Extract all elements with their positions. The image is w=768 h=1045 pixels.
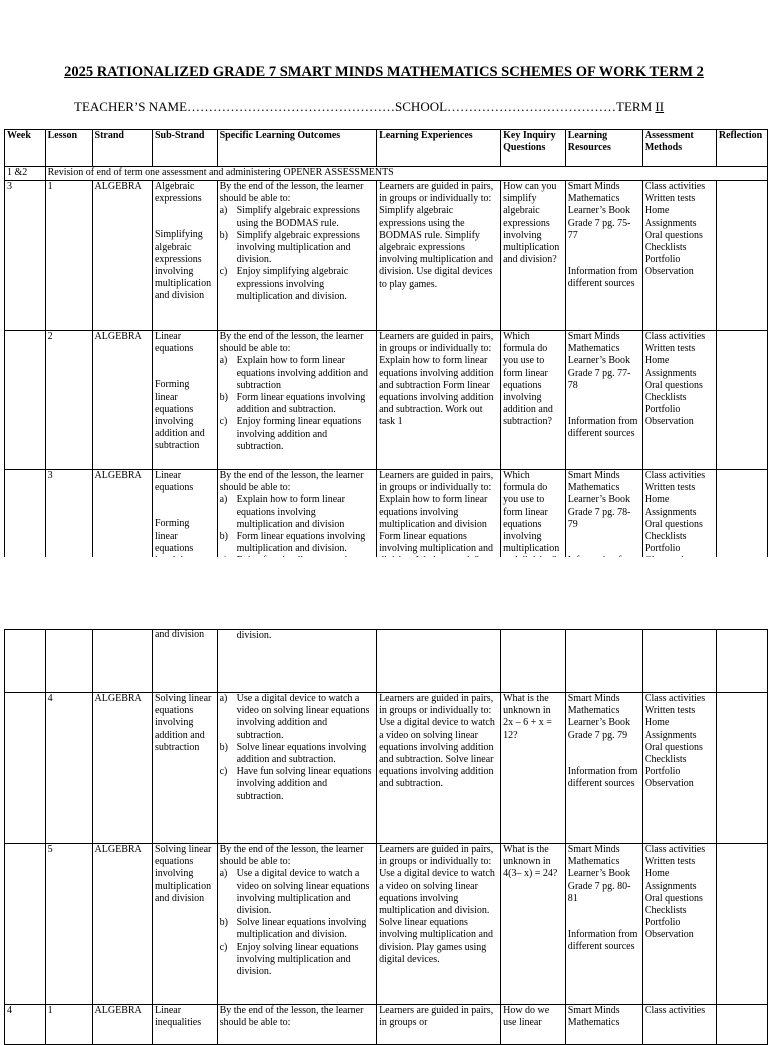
resources-cell: Smart Minds Mathematics Learner’s Book Grade 7 pg. 80-81 Information from different sources xyxy=(565,844,642,1005)
week-cell: 3 xyxy=(5,181,46,331)
teacher-school-term-line xyxy=(74,99,664,115)
header-sub-strand: Sub-Strand xyxy=(152,130,217,167)
sub-strand-cell xyxy=(152,181,217,331)
outcome-item: c) Have fun solving linear equations involving addition and subtraction. xyxy=(219,766,372,802)
header-strand: Strand xyxy=(92,130,152,167)
outcomes-cell: By the end of the lesson, the learner should be able to: xyxy=(217,1005,376,1045)
assessment-cell: Class activities Written tests Home Assignments Oral questions Checklists Portfolio Observation xyxy=(642,844,716,1005)
term-value: II xyxy=(655,99,665,114)
week-cell xyxy=(5,693,46,844)
outcomes-list xyxy=(220,868,374,978)
strand-cell: ALGEBRA xyxy=(92,181,152,331)
table-row xyxy=(5,331,768,470)
week-cell xyxy=(5,331,46,470)
strand-cell: ALGEBRA xyxy=(92,470,152,593)
assessment-cell xyxy=(642,630,716,693)
outcome-item: b) Solve linear equations involving multiplication and division. xyxy=(219,917,367,941)
resources-cell: Smart Minds Mathematics Learner’s Book Grade 7 pg. 78-79 xyxy=(565,470,642,593)
table-row xyxy=(5,181,768,331)
resources-cell xyxy=(565,630,642,693)
header-inquiry: Key Inquiry Questions xyxy=(501,130,566,167)
outcomes-cell: By the end of the lesson, the learner should be able to: a) Explain how to form linear equations involving multiplication and division b) Form linear equations involving multiplication and division. xyxy=(217,470,376,593)
resources-cell: Smart Minds Mathematics xyxy=(565,1005,642,1045)
strand-cell: ALGEBRA xyxy=(92,844,152,1005)
page-break-gap xyxy=(0,557,768,629)
outcome-item: a) Simplify algebraic expressions using the BODMAS rule. xyxy=(219,205,360,229)
table-row xyxy=(5,693,768,844)
week-cell xyxy=(5,844,46,1005)
assessment-cell: Class activities Written tests Home Assignments Oral questions Checklists Portfolio Observation xyxy=(642,181,716,331)
assessment-cell: Class activities Written tests Home Assignments Oral questions Checklists Portfolio Observation xyxy=(642,331,716,470)
lesson-cell: 1 xyxy=(45,1005,92,1045)
scheme-table-page-2 xyxy=(4,629,768,1045)
header-lesson: Lesson xyxy=(45,130,92,167)
outcomes-cell: By the end of the lesson, the learner should be able to: a) Explain how to form linear equations involving addition and subtraction b) Form linear equations involving addition and subtraction. c) Enjoy forming linear equations involving addition and subtraction. xyxy=(217,331,376,470)
experiences-cell xyxy=(377,630,501,693)
outcomes-cell: By the end of the lesson, the learner should be able to: a) Use a digital device to watch a video on solving linear equations involving multiplication and division. b) Solve linear equations involving multiplication and division. c) Enjoy solving linear equations involving multiplication and division. xyxy=(217,844,376,1005)
school-label: SCHOOL xyxy=(395,99,448,114)
table-row xyxy=(5,844,768,1005)
reflection-cell xyxy=(716,693,767,844)
header-week: Week xyxy=(5,130,46,167)
resources-cell: Smart Minds Mathematics Learner’s Book Grade 7 pg. 75-77 Information from different sources xyxy=(565,181,642,331)
outcome-item: b) Form linear equations involving addition and subtraction. xyxy=(219,392,366,416)
sub-strand-cell: Solving linear equations involving multiplication and division xyxy=(152,844,217,1005)
outcome-item: division. xyxy=(236,629,272,641)
reflection-cell xyxy=(716,844,767,1005)
header-resources: Learning Resources xyxy=(565,130,642,167)
outcomes-cell xyxy=(217,630,376,693)
outcomes-list xyxy=(220,355,374,453)
strand-cell: ALGEBRA xyxy=(92,1005,152,1045)
resources-cell: Smart Minds Mathematics Learner’s Book Grade 7 pg. 79 Information from different sources xyxy=(565,693,642,844)
revision-row xyxy=(5,167,768,181)
header-experiences: Learning Experiences xyxy=(377,130,501,167)
table-header-row xyxy=(5,130,768,167)
outcome-item: c) Enjoy simplifying algebraic expressions involving multiplication and division. xyxy=(219,266,349,302)
experiences-cell: Learners are guided in pairs, in groups or individually to: Explain how to form linear equations involving addition and subtraction Form linear equations involving addition and subtraction. Work out task 1 xyxy=(377,331,501,470)
reflection-cell xyxy=(716,331,767,470)
outcome-item: c) Enjoy solving linear equations involving multiplication and division. xyxy=(219,941,359,978)
outcome-item: c) Enjoy forming linear equations involving addition and subtraction. xyxy=(219,416,362,452)
outcome-item: b) Simplify algebraic expressions involving multiplication and division. xyxy=(219,229,360,266)
strand-cell: ALGEBRA xyxy=(92,331,152,470)
scheme-table-page-1 xyxy=(4,129,768,593)
outcomes-cell xyxy=(217,693,376,844)
teacher-name-label: TEACHER’S NAME xyxy=(74,99,188,114)
outcome-item: a) Explain how to form linear equations involving multiplication and division xyxy=(219,494,345,530)
sub-strand-title: Algebraic expressions xyxy=(154,181,202,205)
strand-cell: ALGEBRA xyxy=(92,693,152,844)
lesson-cell xyxy=(45,630,92,693)
week-cell: 4 xyxy=(5,1005,46,1045)
table-row xyxy=(5,1005,768,1045)
experiences-cell: Learners are guided in pairs, in groups or individually to: Use a digital device to watch a video on solving linear equations involving multiplication and division. Solve linear equations involving multiplication and division. Play games using digital devices. xyxy=(377,844,501,1005)
sub-strand-cell: Linear equations Forming linear equations involving addition and subtraction xyxy=(152,331,217,470)
school-blank: ………………………………… xyxy=(447,99,617,114)
revision-text: Revision of end of term one assessment and administering OPENER ASSESSMENTS xyxy=(45,167,767,181)
lesson-cell: 5 xyxy=(45,844,92,1005)
header-outcomes: Specific Learning Outcomes xyxy=(217,130,376,167)
outcomes-list xyxy=(220,205,374,303)
outcome-item: b) Form linear equations involving multiplication and division. xyxy=(219,531,366,555)
sub-strand-detail: Simplifying algebraic expressions involving multiplication and division xyxy=(154,229,212,302)
strand-cell xyxy=(92,630,152,693)
outcome-item: a) Use a digital device to watch a video on solving linear equations involving addition and subtraction. xyxy=(219,693,370,741)
inquiry-cell: Which formula do you use to form linear equations involving multiplication xyxy=(501,470,566,593)
reflection-cell xyxy=(716,1005,767,1045)
term-label: TERM xyxy=(616,99,653,114)
outcomes-cell xyxy=(217,181,376,331)
inquiry-cell: What is the unknown in 2x – 6 + x = 12? xyxy=(501,693,566,844)
teacher-name-blank: ………………………………………… xyxy=(187,99,396,114)
document-title: 2025 RATIONALIZED GRADE 7 SMART MINDS MATHEMATICS SCHEMES OF WORK TERM 2 xyxy=(64,64,704,80)
experiences-cell: Learners are guided in pairs, in groups or individually to: Explain how to form linear equations involving multiplication and division Form linear equations involving multiplication and xyxy=(377,470,501,593)
inquiry-cell: Which formula do you use to form linear equations involving addition and subtraction? xyxy=(501,331,566,470)
outcome-item: a) Use a digital device to watch a video on solving linear equations involving multiplication and division. xyxy=(219,868,370,917)
inquiry-cell xyxy=(501,630,566,693)
reflection-cell xyxy=(716,181,767,331)
experiences-cell: Learners are guided in pairs, in groups or individually to: Simplify algebraic expressions using the BODMAS rule. Simplify algebraic expressions involving multiplication and division. Use digital devices to play games. xyxy=(377,181,501,331)
lesson-cell: 1 xyxy=(45,181,92,331)
table-row-continued xyxy=(5,630,768,693)
outcomes-intro: By the end of the lesson, the learner should be able to: xyxy=(219,181,364,205)
inquiry-cell: How do we use linear xyxy=(501,1005,566,1045)
sub-strand-cell: Solving linear equations involving addition and subtraction xyxy=(152,693,217,844)
inquiry-cell: What is the unknown in 4(3– x) = 24? xyxy=(501,844,566,1005)
header-assessment: Assessment Methods xyxy=(642,130,716,167)
sub-strand-cell: and division xyxy=(152,630,217,693)
experiences-cell: Learners are guided in pairs, in groups or xyxy=(377,1005,501,1045)
week-cell xyxy=(5,630,46,693)
reflection-cell xyxy=(716,630,767,693)
lesson-cell: 3 xyxy=(45,470,92,593)
revision-week: 1 &2 xyxy=(5,167,46,181)
resources-cell: Smart Minds Mathematics Learner’s Book Grade 7 pg. 77-78 Information from different sources xyxy=(565,331,642,470)
sub-strand-cell: Linear equations Forming linear equations xyxy=(152,470,217,593)
experiences-cell: Learners are guided in pairs, in groups or individually to: Use a digital device to watch a video on solving linear equations involving addition and subtraction. Solve linear equations involving addition and subtraction. xyxy=(377,693,501,844)
assessment-cell: Class activities Written tests Home Assignments Oral questions Checklists Portfolio Observation xyxy=(642,693,716,844)
outcome-item: b) Solve linear equations involving addition and subtraction. xyxy=(219,741,367,766)
lesson-cell: 2 xyxy=(45,331,92,470)
outcomes-list xyxy=(220,693,374,803)
sub-strand-cell: Linear inequalities xyxy=(152,1005,217,1045)
inquiry-cell: How can you simplify algebraic expressions involving multiplication and division? xyxy=(501,181,566,331)
header-reflection: Reflection xyxy=(716,130,767,167)
assessment-cell: Class activities xyxy=(642,1005,716,1045)
outcome-item: a) Explain how to form linear equations involving addition and subtraction xyxy=(219,355,368,391)
assessment-cell: Class activities Written tests Home Assignments Oral questions Checklists Portfolio xyxy=(642,470,716,593)
lesson-cell: 4 xyxy=(45,693,92,844)
